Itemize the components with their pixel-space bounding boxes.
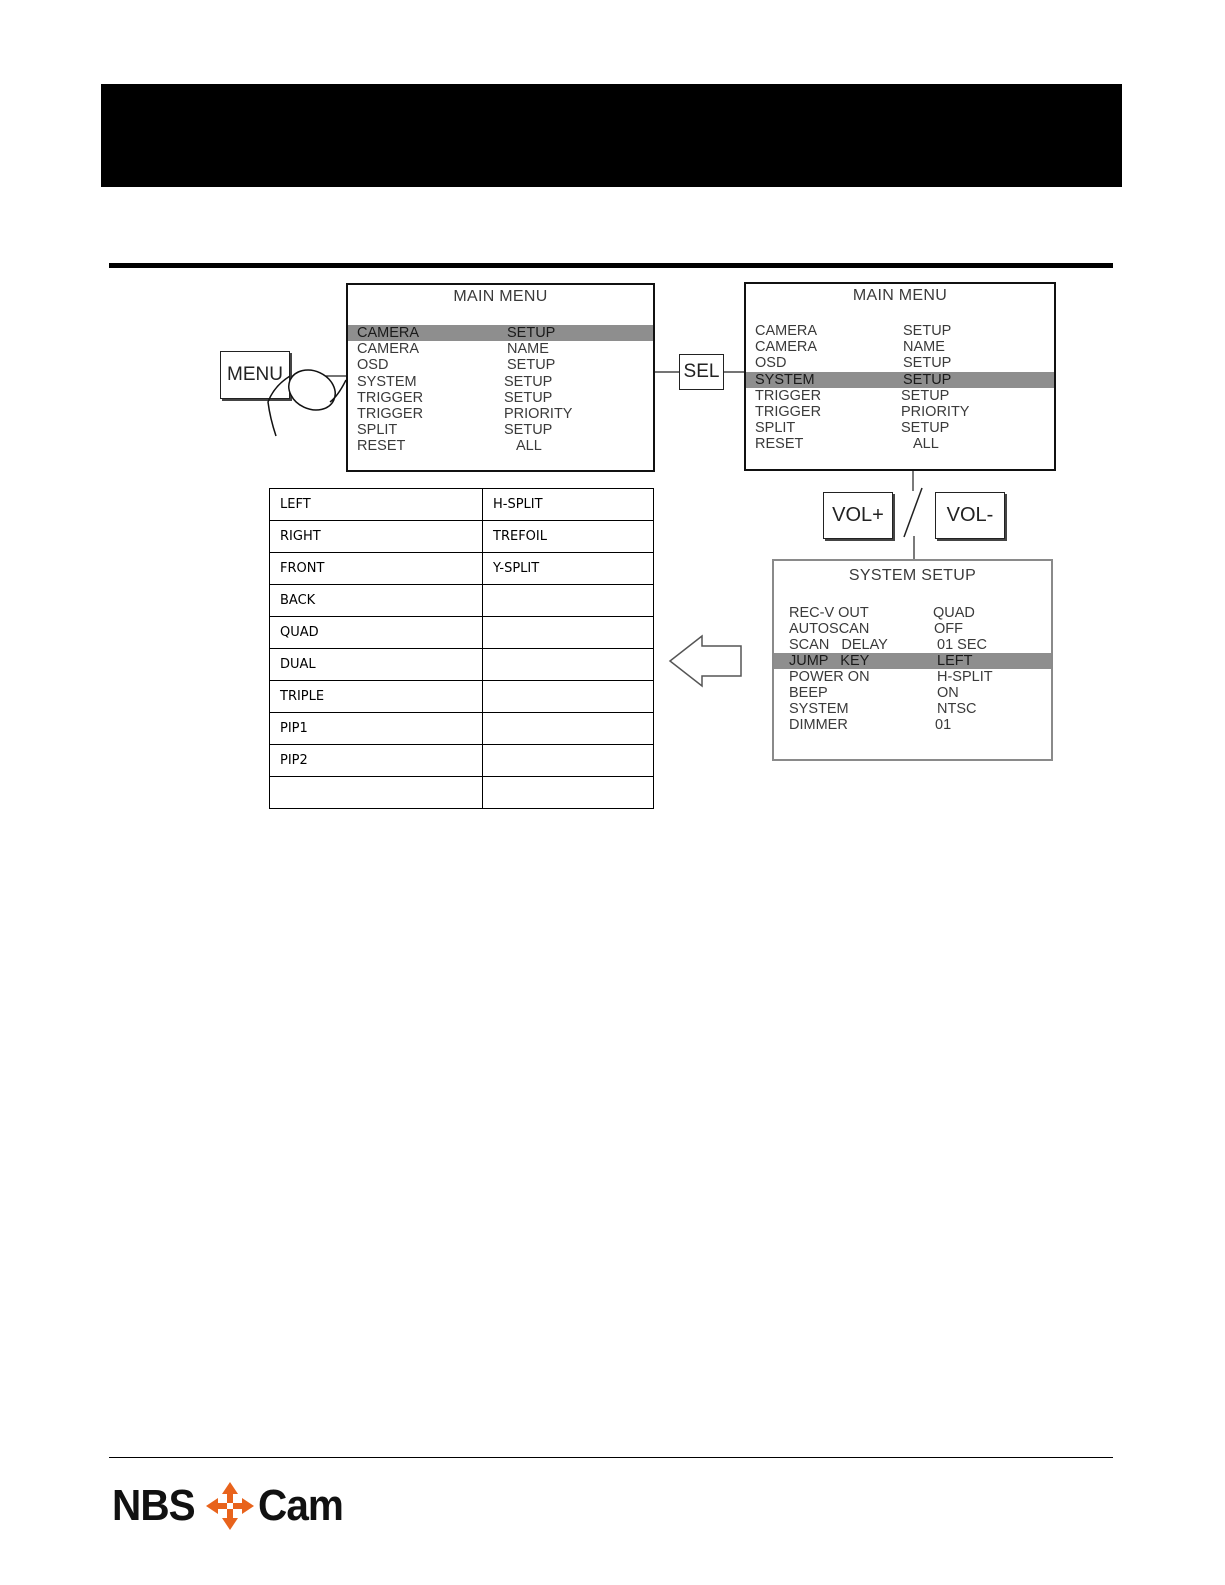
setup-row-label: BEEP bbox=[789, 685, 828, 701]
menu-row-label: OSD bbox=[755, 355, 787, 371]
table-cell: DUAL bbox=[270, 649, 483, 681]
setup-row[interactable] bbox=[774, 685, 1051, 701]
menu-button-label: MENU bbox=[227, 364, 283, 385]
setup-row-label: SYSTEM bbox=[789, 701, 849, 717]
menu-row-value: SETUP bbox=[504, 374, 553, 390]
table-row bbox=[270, 713, 654, 745]
menu-row-label: OSD bbox=[357, 357, 389, 373]
setup-row-label: REC-V OUT bbox=[789, 605, 869, 621]
menu-row-value: SETUP bbox=[903, 355, 952, 371]
sel-button[interactable] bbox=[679, 354, 724, 390]
table-row bbox=[270, 521, 654, 553]
menu-row[interactable] bbox=[746, 339, 1054, 355]
menu-row-label: TRIGGER bbox=[755, 404, 822, 420]
table-row bbox=[270, 777, 654, 809]
main-menu-left-title: MAIN MENU bbox=[453, 288, 548, 305]
nbscam-logo bbox=[112, 1476, 350, 1536]
footer-rule bbox=[109, 1457, 1113, 1458]
menu-row-label: SPLIT bbox=[357, 422, 398, 438]
menu-row[interactable] bbox=[746, 436, 1054, 452]
table-cell: QUAD bbox=[270, 617, 483, 649]
arrow-left-icon bbox=[670, 636, 741, 686]
menu-row-label: TRIGGER bbox=[357, 406, 424, 422]
menu-row[interactable] bbox=[348, 406, 653, 422]
menu-row[interactable] bbox=[348, 341, 653, 357]
setup-row[interactable] bbox=[774, 605, 1051, 621]
setup-row-label: POWER ON bbox=[789, 669, 870, 685]
setup-row-value: H-SPLIT bbox=[937, 669, 993, 685]
menu-row[interactable] bbox=[348, 390, 653, 406]
setup-row[interactable] bbox=[774, 653, 1051, 669]
table-cell bbox=[483, 681, 654, 713]
menu-row-value: SETUP bbox=[507, 357, 556, 373]
menu-row-value: NAME bbox=[903, 339, 945, 355]
setup-row[interactable] bbox=[774, 717, 1051, 733]
setup-row-value: LEFT bbox=[937, 653, 973, 669]
table-row bbox=[270, 585, 654, 617]
setup-row[interactable] bbox=[774, 637, 1051, 653]
table-cell bbox=[483, 649, 654, 681]
table-cell: PIP2 bbox=[270, 745, 483, 777]
setup-row-value: QUAD bbox=[933, 605, 975, 621]
menu-row[interactable] bbox=[348, 357, 653, 373]
setup-row-value: NTSC bbox=[937, 701, 977, 717]
table-cell bbox=[483, 745, 654, 777]
cross-arrows-icon bbox=[204, 1480, 256, 1532]
menu-row[interactable] bbox=[746, 404, 1054, 420]
vol-minus-button[interactable] bbox=[935, 492, 1005, 539]
menu-row[interactable] bbox=[746, 323, 1054, 339]
vol-slash bbox=[904, 488, 922, 537]
menu-row-value: PRIORITY bbox=[504, 406, 573, 422]
menu-row-value: SETUP bbox=[507, 325, 556, 341]
setup-row-label: JUMP KEY bbox=[789, 653, 870, 669]
table-cell bbox=[483, 585, 654, 617]
menu-row-label: SYSTEM bbox=[755, 372, 815, 388]
table-cell: BACK bbox=[270, 585, 483, 617]
menu-row-label: RESET bbox=[755, 436, 804, 452]
setup-row-label: SCAN DELAY bbox=[789, 637, 888, 653]
vol-minus-button-label: VOL- bbox=[946, 504, 994, 526]
menu-row-value: NAME bbox=[507, 341, 549, 357]
setup-row[interactable] bbox=[774, 621, 1051, 637]
menu-row[interactable] bbox=[746, 355, 1054, 371]
menu-row[interactable] bbox=[348, 438, 653, 454]
menu-row[interactable] bbox=[746, 420, 1054, 436]
table-cell: TRIPLE bbox=[270, 681, 483, 713]
setup-row-value: OFF bbox=[934, 621, 963, 637]
vol-plus-button-label: VOL+ bbox=[832, 504, 884, 526]
menu-row-value: SETUP bbox=[901, 420, 950, 436]
table-cell bbox=[483, 617, 654, 649]
menu-row-value: ALL bbox=[913, 436, 939, 452]
setup-row-value: 01 bbox=[935, 717, 952, 733]
table-cell: FRONT bbox=[270, 553, 483, 585]
logo-text-left: NBS bbox=[112, 1481, 195, 1530]
table-row bbox=[270, 649, 654, 681]
menu-row-label: SPLIT bbox=[755, 420, 796, 436]
menu-row-value: SETUP bbox=[901, 388, 950, 404]
table-cell: Y-SPLIT bbox=[483, 553, 654, 585]
finger-press-icon bbox=[260, 362, 350, 440]
menu-row-label: SYSTEM bbox=[357, 374, 417, 390]
menu-row-label: CAMERA bbox=[755, 323, 818, 339]
menu-row-value: SETUP bbox=[504, 390, 553, 406]
setup-row[interactable] bbox=[774, 669, 1051, 685]
setup-row[interactable] bbox=[774, 701, 1051, 717]
table-cell: TREFOIL bbox=[483, 521, 654, 553]
menu-row[interactable] bbox=[348, 325, 653, 341]
menu-row[interactable] bbox=[746, 388, 1054, 404]
table-row bbox=[270, 617, 654, 649]
table-row bbox=[270, 745, 654, 777]
menu-row-label: CAMERA bbox=[755, 339, 818, 355]
table-cell bbox=[270, 777, 483, 809]
setup-row-value: ON bbox=[937, 685, 959, 701]
menu-row-value: SETUP bbox=[903, 372, 952, 388]
menu-row-label: CAMERA bbox=[357, 341, 420, 357]
menu-row-label: TRIGGER bbox=[755, 388, 822, 404]
system-setup-menu bbox=[772, 559, 1053, 761]
vol-plus-button[interactable] bbox=[823, 492, 893, 539]
table-cell: H-SPLIT bbox=[483, 489, 654, 521]
menu-row-value: ALL bbox=[516, 438, 542, 454]
menu-row-label: CAMERA bbox=[357, 325, 420, 341]
menu-row-value: SETUP bbox=[504, 422, 553, 438]
table-cell: RIGHT bbox=[270, 521, 483, 553]
table-row bbox=[270, 489, 654, 521]
setup-row-label: DIMMER bbox=[789, 717, 848, 733]
table-cell: PIP1 bbox=[270, 713, 483, 745]
table-cell bbox=[483, 777, 654, 809]
sel-button-label: SEL bbox=[683, 361, 720, 382]
main-menu-left bbox=[346, 283, 655, 472]
table-row bbox=[270, 553, 654, 585]
menu-row[interactable] bbox=[348, 422, 653, 438]
menu-row-value: SETUP bbox=[903, 323, 952, 339]
setup-row-label: AUTOSCAN bbox=[789, 621, 870, 637]
menu-row-label: RESET bbox=[357, 438, 406, 454]
jump-key-options-table bbox=[269, 488, 654, 809]
table-cell bbox=[483, 713, 654, 745]
menu-row[interactable] bbox=[746, 372, 1054, 388]
main-menu-right bbox=[744, 282, 1056, 471]
table-cell: LEFT bbox=[270, 489, 483, 521]
main-menu-right-title: MAIN MENU bbox=[852, 287, 948, 304]
menu-row[interactable] bbox=[348, 374, 653, 390]
logo-text-right: Cam bbox=[257, 1481, 343, 1530]
setup-row-value: 01 SEC bbox=[937, 637, 987, 653]
menu-row-label: TRIGGER bbox=[357, 390, 424, 406]
menu-row-value: PRIORITY bbox=[901, 404, 970, 420]
system-setup-title: SYSTEM SETUP bbox=[848, 567, 977, 584]
table-row bbox=[270, 681, 654, 713]
